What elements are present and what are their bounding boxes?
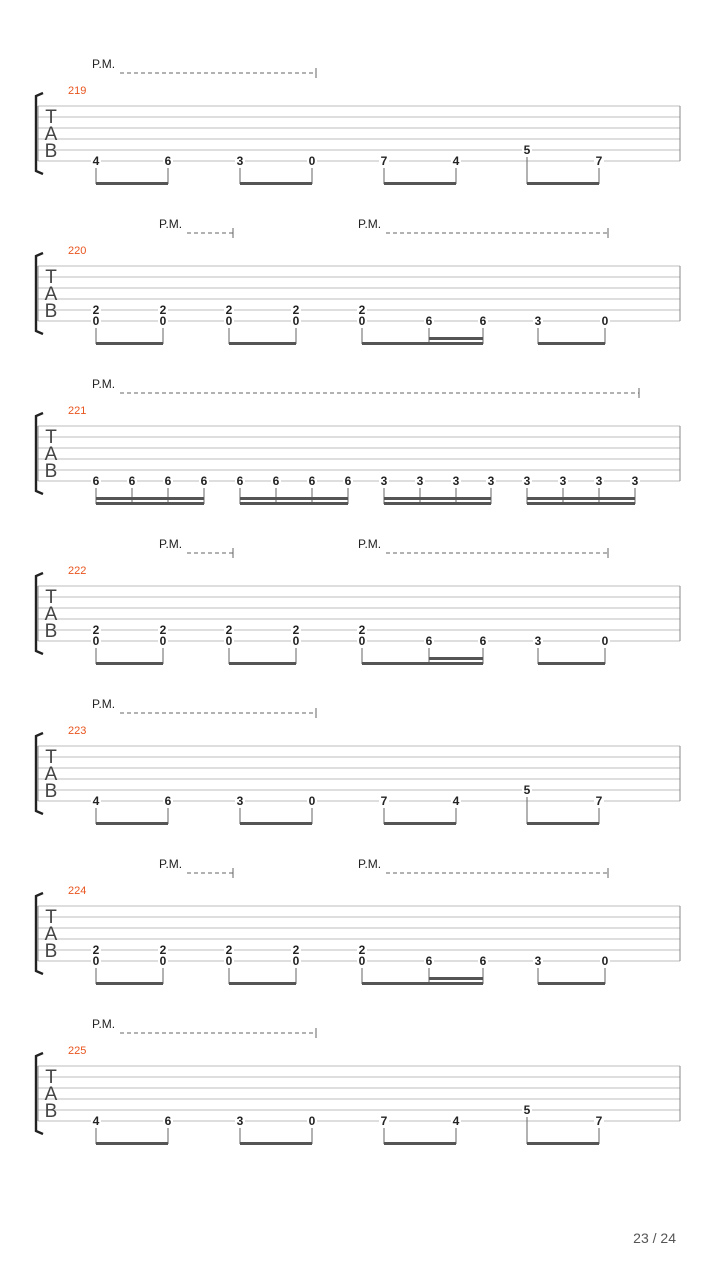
beam: [229, 662, 296, 665]
fret-number: 6: [164, 154, 172, 168]
palm-mute-label: P.M.: [92, 57, 116, 71]
beam: [362, 342, 483, 345]
beam: [384, 822, 456, 825]
fret-number: 2: [225, 943, 233, 957]
beam: [240, 1142, 312, 1145]
fret-number: 5: [523, 143, 531, 157]
beam-secondary: [429, 657, 483, 660]
beam: [527, 1142, 599, 1145]
fret-number: 0: [358, 314, 366, 328]
measure-number: 219: [68, 85, 87, 97]
measure-number: 222: [68, 565, 87, 577]
beam: [96, 342, 163, 345]
fret-number: 5: [523, 1103, 531, 1117]
fret-number: 3: [380, 474, 388, 488]
fret-number: 2: [292, 623, 300, 637]
tab-system-224: [36, 857, 680, 985]
beam: [96, 662, 163, 665]
tab-clef-letter: T: [45, 747, 57, 768]
page-indicator: 23 / 24: [633, 1230, 676, 1246]
tab-clef-letter: B: [44, 301, 58, 322]
palm-mute-label: P.M.: [92, 377, 116, 391]
fret-number: 6: [479, 954, 487, 968]
fret-number: 0: [92, 314, 100, 328]
beam: [527, 822, 599, 825]
fret-number: 6: [308, 474, 316, 488]
palm-mute-label: P.M.: [159, 217, 183, 231]
beam: [240, 822, 312, 825]
fret-number: 6: [344, 474, 352, 488]
beam-secondary: [96, 497, 204, 500]
palm-mute-label: P.M.: [92, 697, 116, 711]
fret-number: 0: [92, 954, 100, 968]
fret-number: 2: [358, 303, 366, 317]
fret-number: 0: [292, 634, 300, 648]
fret-number: 6: [92, 474, 100, 488]
tab-clef-letter: A: [44, 1084, 58, 1105]
tab-clef-letter: A: [44, 444, 58, 465]
measure-number: 225: [68, 1045, 87, 1057]
fret-number: 2: [358, 623, 366, 637]
fret-number: 6: [479, 314, 487, 328]
fret-number: 6: [425, 634, 433, 648]
system-bracket: [36, 253, 43, 334]
fret-number: 6: [236, 474, 244, 488]
beam: [384, 502, 491, 505]
tab-clef-letter: T: [45, 267, 57, 288]
fret-number: 7: [595, 154, 603, 168]
fret-number: 4: [452, 1114, 460, 1128]
beam-secondary: [429, 977, 483, 980]
fret-number: 7: [380, 154, 388, 168]
fret-number: 3: [236, 1114, 244, 1128]
fret-number: 6: [128, 474, 136, 488]
fret-number: 7: [380, 794, 388, 808]
tab-clef-letter: T: [45, 1067, 57, 1088]
system-bracket: [36, 93, 43, 174]
fret-number: 3: [236, 794, 244, 808]
beam: [538, 662, 605, 665]
beam: [96, 1142, 168, 1145]
fret-number: 0: [225, 634, 233, 648]
system-bracket: [36, 573, 43, 654]
fret-number: 2: [92, 943, 100, 957]
tab-clef-letter: B: [44, 781, 58, 802]
tab-clef-letter: A: [44, 604, 58, 625]
tab-clef-letter: A: [44, 284, 58, 305]
beam-secondary: [527, 497, 635, 500]
fret-number: 0: [601, 314, 609, 328]
fret-number: 4: [452, 794, 460, 808]
fret-number: 4: [92, 154, 100, 168]
fret-number: 6: [425, 314, 433, 328]
beam: [527, 502, 635, 505]
palm-mute-label: P.M.: [358, 537, 382, 551]
fret-number: 0: [308, 1114, 316, 1128]
fret-number: 0: [92, 634, 100, 648]
measure-number: 223: [68, 725, 87, 737]
tab-clef-letter: T: [45, 427, 57, 448]
tab-clef-letter: A: [44, 124, 58, 145]
tab-clef-letter: B: [44, 621, 58, 642]
palm-mute-label: P.M.: [358, 217, 382, 231]
fret-number: 6: [164, 474, 172, 488]
tab-system-223: [36, 697, 680, 825]
beam: [96, 822, 168, 825]
fret-number: 4: [452, 154, 460, 168]
fret-number: 3: [534, 954, 542, 968]
fret-number: 3: [534, 314, 542, 328]
fret-number: 4: [92, 794, 100, 808]
beam-secondary: [240, 497, 348, 500]
fret-number: 5: [523, 783, 531, 797]
measure-number: 224: [68, 885, 87, 897]
palm-mute-label: P.M.: [159, 857, 183, 871]
fret-number: 0: [159, 634, 167, 648]
fret-number: 0: [358, 634, 366, 648]
fret-number: 3: [534, 634, 542, 648]
fret-number: 6: [479, 634, 487, 648]
tab-clef-letter: T: [45, 907, 57, 928]
beam: [362, 662, 483, 665]
beam-secondary: [384, 497, 491, 500]
beam: [384, 1142, 456, 1145]
fret-number: 2: [159, 943, 167, 957]
fret-number: 3: [236, 154, 244, 168]
beam: [538, 982, 605, 985]
system-bracket: [36, 1053, 43, 1134]
fret-number: 2: [292, 303, 300, 317]
measure-number: 220: [68, 245, 87, 257]
fret-number: 0: [292, 954, 300, 968]
fret-number: 2: [92, 623, 100, 637]
beam-secondary: [429, 337, 483, 340]
fret-number: 2: [358, 943, 366, 957]
fret-number: 6: [200, 474, 208, 488]
fret-number: 0: [308, 154, 316, 168]
fret-number: 2: [159, 623, 167, 637]
tab-clef-letter: B: [44, 941, 58, 962]
tab-system-220: [36, 217, 680, 345]
fret-number: 7: [380, 1114, 388, 1128]
fret-number: 6: [272, 474, 280, 488]
fret-number: 0: [159, 954, 167, 968]
beam: [96, 982, 163, 985]
beam: [538, 342, 605, 345]
fret-number: 3: [487, 474, 495, 488]
fret-number: 3: [452, 474, 460, 488]
fret-number: 0: [292, 314, 300, 328]
fret-number: 2: [92, 303, 100, 317]
system-bracket: [36, 733, 43, 814]
fret-number: 2: [225, 623, 233, 637]
beam: [229, 982, 296, 985]
fret-number: 6: [164, 794, 172, 808]
beam: [240, 182, 312, 185]
system-bracket: [36, 893, 43, 974]
fret-number: 6: [425, 954, 433, 968]
fret-number: 3: [559, 474, 567, 488]
beam: [229, 342, 296, 345]
fret-number: 0: [225, 314, 233, 328]
tab-clef-letter: T: [45, 587, 57, 608]
tab-system-221: [36, 377, 680, 505]
palm-mute-label: P.M.: [92, 1017, 116, 1031]
tab-clef-letter: A: [44, 764, 58, 785]
fret-number: 3: [523, 474, 531, 488]
beam: [362, 982, 483, 985]
fret-number: 2: [225, 303, 233, 317]
fret-number: 0: [601, 634, 609, 648]
tab-clef-letter: B: [44, 1101, 58, 1122]
tab-system-222: [36, 537, 680, 665]
fret-number: 0: [601, 954, 609, 968]
beam: [527, 182, 599, 185]
beam: [240, 502, 348, 505]
tab-clef-letter: T: [45, 107, 57, 128]
fret-number: 3: [631, 474, 639, 488]
measure-number: 221: [68, 405, 87, 417]
fret-number: 3: [416, 474, 424, 488]
tab-system-225: [36, 1017, 680, 1145]
system-bracket: [36, 413, 43, 494]
tab-system-219: [36, 57, 680, 185]
tab-clef-letter: A: [44, 924, 58, 945]
fret-number: 2: [292, 943, 300, 957]
fret-number: 2: [159, 303, 167, 317]
fret-number: 4: [92, 1114, 100, 1128]
fret-number: 3: [595, 474, 603, 488]
fret-number: 6: [164, 1114, 172, 1128]
palm-mute-label: P.M.: [358, 857, 382, 871]
tab-clef-letter: B: [44, 461, 58, 482]
beam: [96, 502, 204, 505]
fret-number: 7: [595, 794, 603, 808]
fret-number: 0: [308, 794, 316, 808]
fret-number: 0: [225, 954, 233, 968]
fret-number: 0: [358, 954, 366, 968]
beam: [384, 182, 456, 185]
beam: [96, 182, 168, 185]
fret-number: 0: [159, 314, 167, 328]
tab-clef-letter: B: [44, 141, 58, 162]
fret-number: 7: [595, 1114, 603, 1128]
palm-mute-label: P.M.: [159, 537, 183, 551]
